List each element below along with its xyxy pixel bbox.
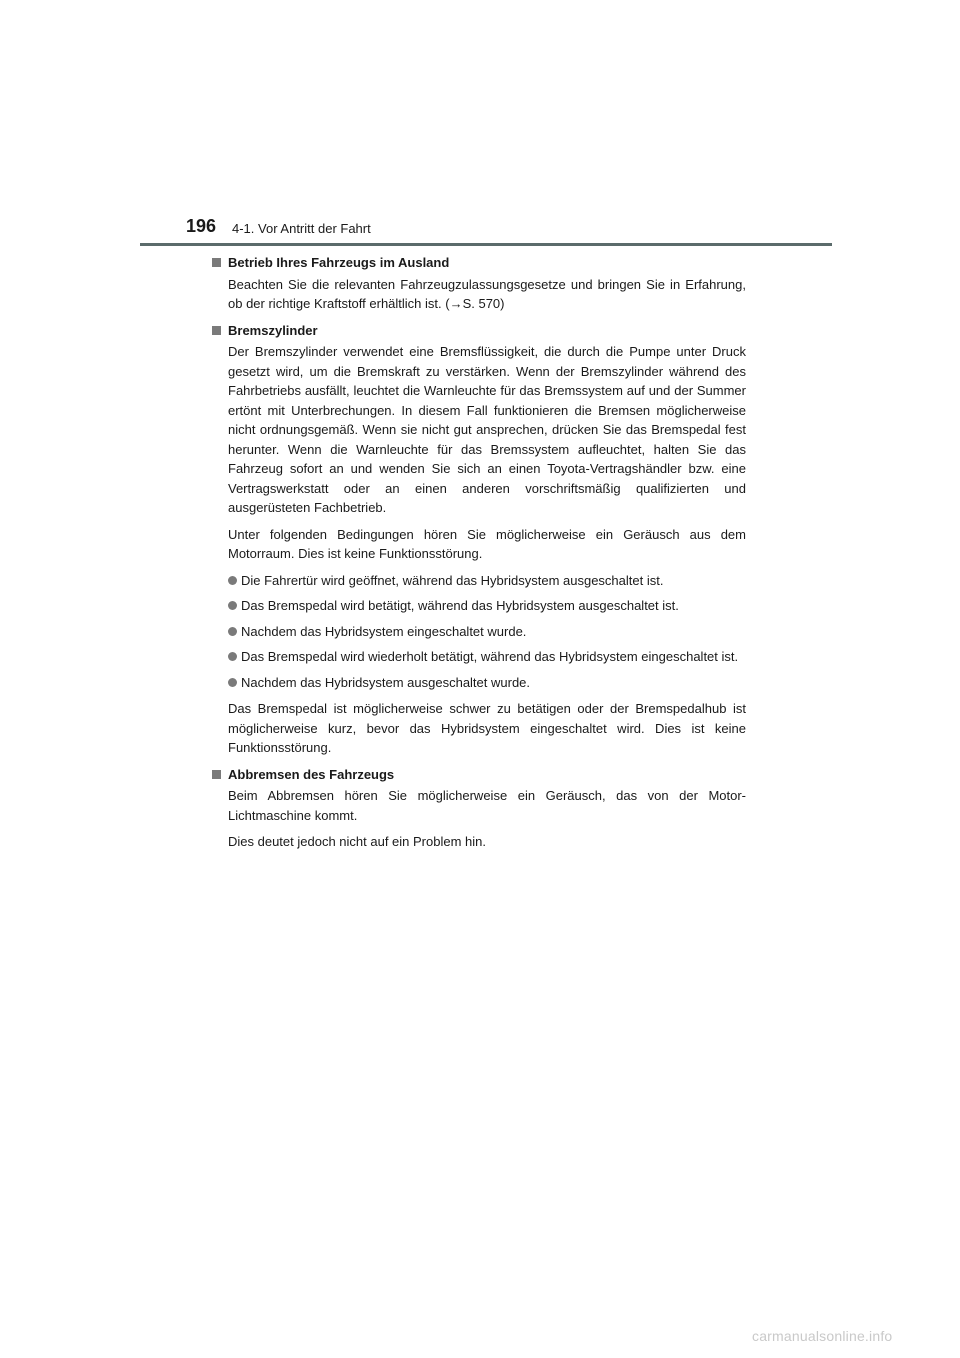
paragraph: Beachten Sie die relevanten Fahrzeugzulassungsgesetze und bringen Sie in Erfahrung, ob der richtige Kraftstoff erhältlich ist. (→S. 570) <box>228 276 746 311</box>
list-item-text: Das Bremspedal wird wiederholt betätigt, während das Hybridsystem eingeschaltet ist. <box>241 649 739 664</box>
section-heading-ausland <box>210 253 746 273</box>
section-heading-abbremsen <box>210 765 746 785</box>
paragraph: Beim Abbremsen hören Sie möglicherweise ein Geräusch, das von der Motor-Lichtmaschine kommt. <box>228 788 746 823</box>
list-item <box>228 622 746 642</box>
list-item <box>228 571 746 591</box>
watermark: carmanualsonline.info <box>752 1328 893 1344</box>
section-heading-text: Betrieb Ihres Fahrzeugs im Ausland <box>228 255 450 270</box>
circle-bullet-icon <box>228 652 237 661</box>
section-heading-text: Abbremsen des Fahrzeugs <box>228 766 395 782</box>
square-bullet-icon <box>212 326 221 335</box>
square-bullet-icon <box>212 770 221 779</box>
paragraph: Der Bremszylinder verwendet eine Bremsflüssigkeit, die durch die Pumpe unter Druck gesetzt wird, um die Bremskraft zu verstärken. Wenn der Bremszylinder während des Fahrbetriebs ausfällt, leuchtet die Warnleuchte für das Bremssystem auf und der Summer ertönt mit Unterbrechungen. In diesem Fall funktionieren die Bremsen möglicherweise nicht ordnungsgemäß. Wenn sie nicht gut ansprechen, drücken Sie das Bremspedal fest herunter. Wenn die Warnleuchte für das Bremssystem aufleuchtet, halten Sie das Fahrzeug sofort an und wenden Sie sich an einen Toyota-Vertragshändler bzw. eine Vertragswerkstatt oder an einen anderen vorschriftsmäßig qualifizierten und ausgerüsteten Fachbetrieb. <box>228 344 746 515</box>
header-divider <box>140 243 832 246</box>
list-item <box>228 647 746 667</box>
list-item-text: Die Fahrertür wird geöffnet, während das Hybridsystem ausgeschaltet ist. <box>241 572 664 588</box>
circle-bullet-icon <box>228 576 237 585</box>
paragraph: Dies deutet jedoch nicht auf ein Problem hin. <box>228 834 486 849</box>
circle-bullet-icon <box>228 678 237 687</box>
list-item <box>228 673 746 693</box>
paragraph: Das Bremspedal ist möglicherweise schwer zu betätigen oder der Bremspedalhub ist möglicherweise kurz, bevor das Hybridsystem eingeschaltet wird. Dies ist keine Funktionsstörung. <box>228 701 746 755</box>
list-item-text: Das Bremspedal wird betätigt, während das Hybridsystem ausgeschaltet ist. <box>241 598 679 613</box>
circle-bullet-icon <box>228 601 237 610</box>
page-content <box>210 253 746 852</box>
section-heading-text: Bremszylinder <box>228 322 318 338</box>
page-number: 196 <box>186 216 217 236</box>
list-item-text: Nachdem das Hybridsystem eingeschaltet wurde. <box>241 623 527 639</box>
paragraph: Unter folgenden Bedingungen hören Sie möglicherweise ein Geräusch aus dem Motorraum. Dies ist keine Funktionsstörung. <box>228 526 746 561</box>
square-bullet-icon <box>212 258 221 267</box>
chapter-title: 4-1. Vor Antritt der Fahrt <box>232 221 371 236</box>
list-item-text: Nachdem das Hybridsystem ausgeschaltet wurde. <box>241 674 531 690</box>
circle-bullet-icon <box>228 627 237 636</box>
list-item <box>228 596 746 616</box>
section-heading-bremszylinder <box>210 321 746 341</box>
